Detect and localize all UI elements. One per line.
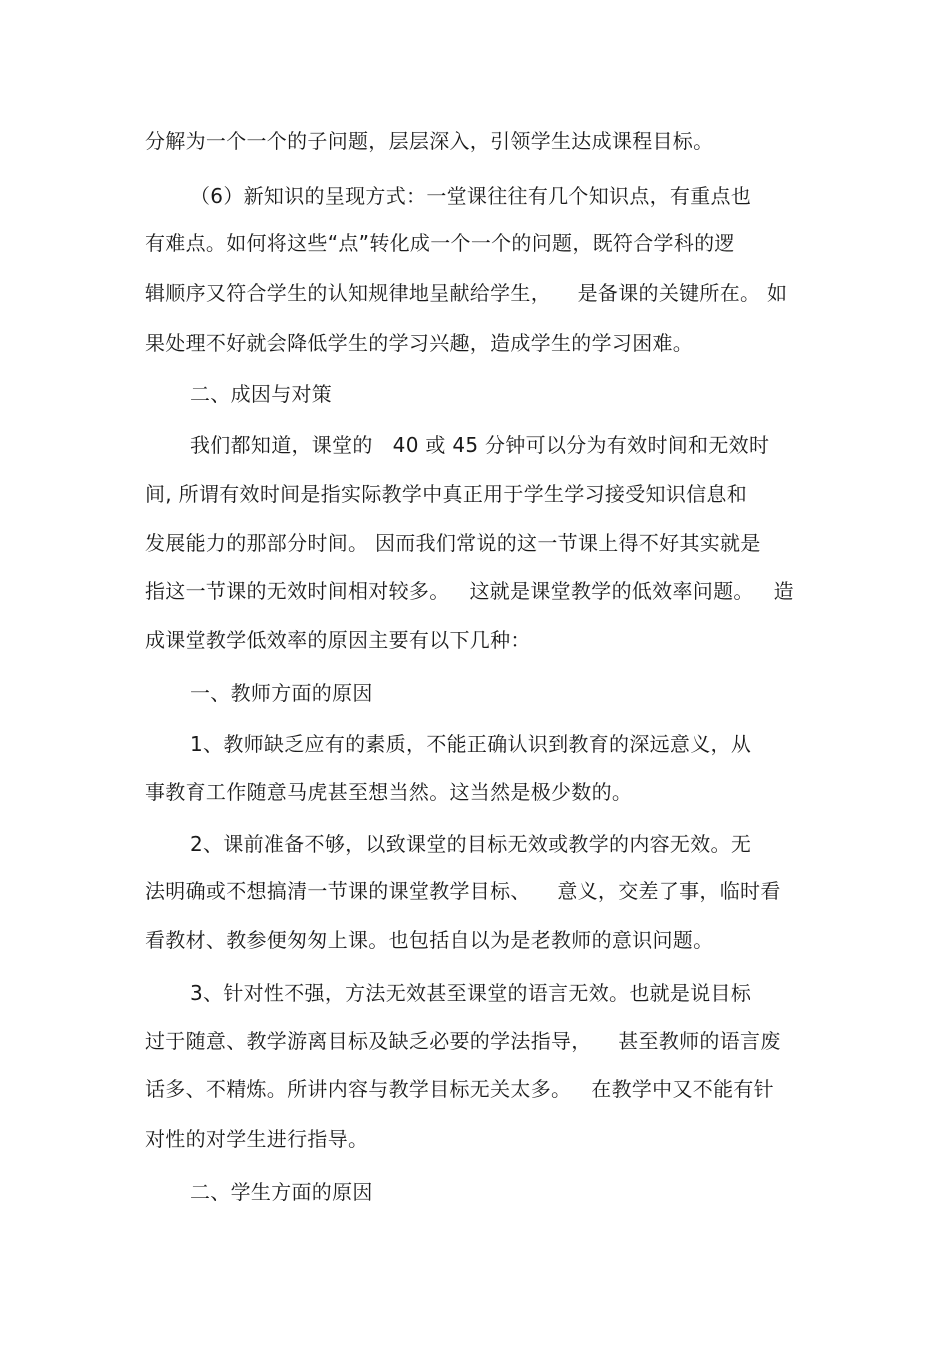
section-heading: 一、教师方面的原因 xyxy=(190,681,373,705)
text-line: 我们都知道，课堂的 40 或 45 分钟可以分为有效时间和无效时 xyxy=(190,433,770,457)
text-line: 话多、不精炼。所讲内容与教学目标无关太多。 在教学中又不能有针 xyxy=(145,1077,774,1101)
section-heading: 二、成因与对策 xyxy=(190,382,333,406)
text-line: 看教材、教参便匆匆上课。也包括自以为是老教师的意识问题。 xyxy=(145,928,714,952)
text-line: 辑顺序又符合学生的认知规律地呈献给学生， 是备课的关键所在。 如 xyxy=(145,281,788,305)
text-line: 2、课前准备不够，以致课堂的目标无效或教学的内容无效。无 xyxy=(190,832,752,856)
text-line: 分解为一个一个的子问题，层层深入，引领学生达成课程目标。 xyxy=(145,129,714,153)
text-line: 过于随意、教学游离目标及缺乏必要的学法指导， 甚至教师的语言废 xyxy=(145,1029,781,1053)
text-line: 有难点。如何将这些“点”转化成一个一个的问题，既符合学科的逻 xyxy=(145,231,735,255)
text-line: 果处理不好就会降低学生的学习兴趣，造成学生的学习困难。 xyxy=(145,331,694,355)
text-line: 1、教师缺乏应有的素质，不能正确认识到教育的深远意义，从 xyxy=(190,732,752,756)
text-line: 对性的对学生进行指导。 xyxy=(145,1127,369,1151)
text-line: 指这一节课的无效时间相对较多。 这就是课堂教学的低效率问题。 造 xyxy=(145,579,794,603)
text-line: 发展能力的那部分时间。 因而我们常说的这一节课上得不好其实就是 xyxy=(145,531,761,555)
text-line: 法明确或不想搞清一节课的课堂教学目标、 意义，交差了事，临时看 xyxy=(145,879,781,903)
text-line: （6）新知识的呈现方式：一堂课往往有几个知识点，有重点也 xyxy=(190,184,752,208)
text-line: 事教育工作随意马虎甚至想当然。这当然是极少数的。 xyxy=(145,780,633,804)
text-line: 成课堂教学低效率的原因主要有以下几种： xyxy=(145,628,531,652)
text-line: 3、针对性不强，方法无效甚至课堂的语言无效。也就是说目标 xyxy=(190,981,752,1005)
text-line: 间, 所谓有效时间是指实际教学中真正用于学生学习接受知识信息和 xyxy=(145,482,748,506)
section-heading: 二、学生方面的原因 xyxy=(190,1180,373,1204)
